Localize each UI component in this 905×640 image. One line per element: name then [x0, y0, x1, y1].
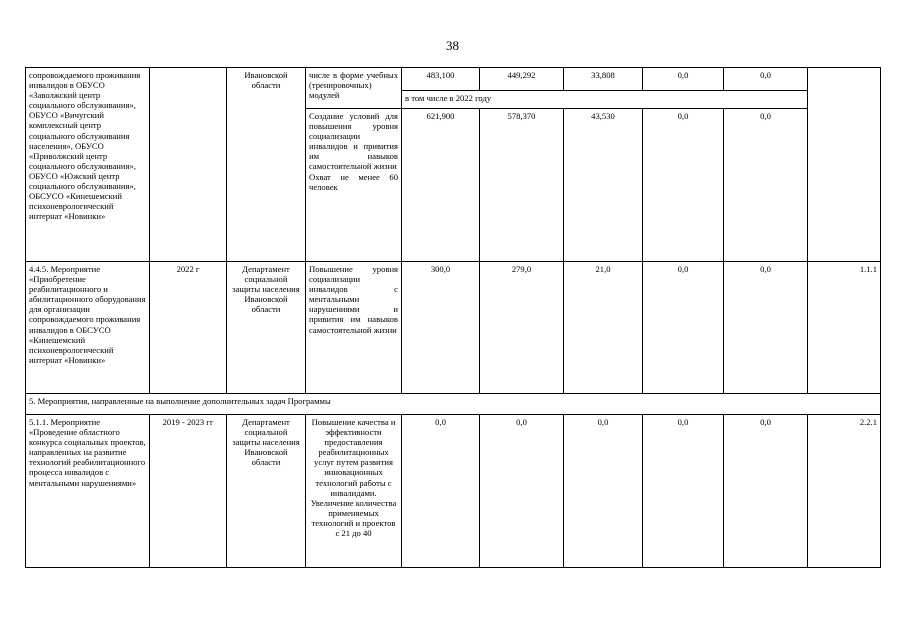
value-cell: 0,0: [724, 262, 808, 394]
value-cell: 0,0: [480, 415, 564, 568]
result-cell: числе в форме учебных (тренировочных) модулей: [306, 68, 402, 109]
table-row: [26, 415, 881, 568]
activity-name-cell: 5.1.1. Мероприятие «Проведение областного конкурса социальных проектов, направленных на развитие технологий реабилитационного процесса инвалидов с ментальными нарушениями»: [26, 415, 150, 568]
result-cell: Повышение качества и эффективности предоставления реабилитационных услуг путем развития инновационных технологий работы с инвалидами. Увеличение количества применяемых технологий и проектов с 21 до 40: [306, 415, 402, 568]
value-cell: 0,0: [724, 109, 808, 262]
value-cell: 0,0: [643, 68, 724, 91]
subheader-cell: в том числе в 2022 году: [402, 91, 808, 109]
value-cell: 0,0: [564, 415, 643, 568]
table-row: [26, 262, 881, 394]
program-activities-table: [25, 67, 881, 568]
value-cell: 578,370: [480, 109, 564, 262]
period-cell: 2022 г: [150, 262, 227, 394]
value-cell: 0,0: [724, 415, 808, 568]
value-cell: 0,0: [643, 262, 724, 394]
result-cell: Создание условий для повышения уровня социализации инвалидов и привития им навыков самостоятельной жизни Охват не менее 60 человек: [306, 109, 402, 262]
page-number: 38: [446, 38, 459, 53]
result-cell: Повышение уровня социализации инвалидов с ментальными нарушениями и привития им навыков самостоятельной жизни: [306, 262, 402, 394]
value-cell: 0,0: [643, 415, 724, 568]
value-cell: 0,0: [402, 415, 480, 568]
activity-name-cell: 4.4.5. Мероприятие «Приобретение реабилитационного и абилитационного оборудования для организации сопровождаемого проживания инвалидов в ОБСУСО «Кинешемский психоневрологический интернат «Новинки»: [26, 262, 150, 394]
value-cell: 0,0: [643, 109, 724, 262]
value-cell: 621,900: [402, 109, 480, 262]
indicator-code-cell: 1.1.1: [808, 262, 881, 394]
value-cell: 0,0: [724, 68, 808, 91]
section-title: 5. Мероприятия, направленные на выполнение дополнительных задач Программы: [26, 394, 881, 415]
value-cell: 483,100: [402, 68, 480, 91]
executor-cell: Ивановской области: [227, 68, 306, 262]
period-cell: 2019 - 2023 гг: [150, 415, 227, 568]
value-cell: 33,808: [564, 68, 643, 91]
indicator-code-cell: 2.2.1: [808, 415, 881, 568]
value-cell: 300,0: [402, 262, 480, 394]
value-cell: 279,0: [480, 262, 564, 394]
value-cell: 449,292: [480, 68, 564, 91]
table-row: [26, 68, 881, 91]
indicator-code-cell: [808, 68, 881, 262]
period-cell: [150, 68, 227, 262]
activity-name-cell: сопровождаемого проживания инвалидов в ОБУСО «Заволжский центр социального обслуживания», ОБУСО «Вичугский комплексный центр социального обслуживания населения», ОБУСО «Приволжский центр социального обслуживания», ОБУСО «Южский центр социального обслуживания», ОБСУСО «Кинешемский психоневрологический интернат «Новинки»: [26, 68, 150, 262]
value-cell: 43,530: [564, 109, 643, 262]
section-header-row: [26, 394, 881, 415]
executor-cell: Департамент социальной защиты населения Ивановской области: [227, 415, 306, 568]
value-cell: 21,0: [564, 262, 643, 394]
executor-cell: Департамент социальной защиты населения Ивановской области: [227, 262, 306, 394]
